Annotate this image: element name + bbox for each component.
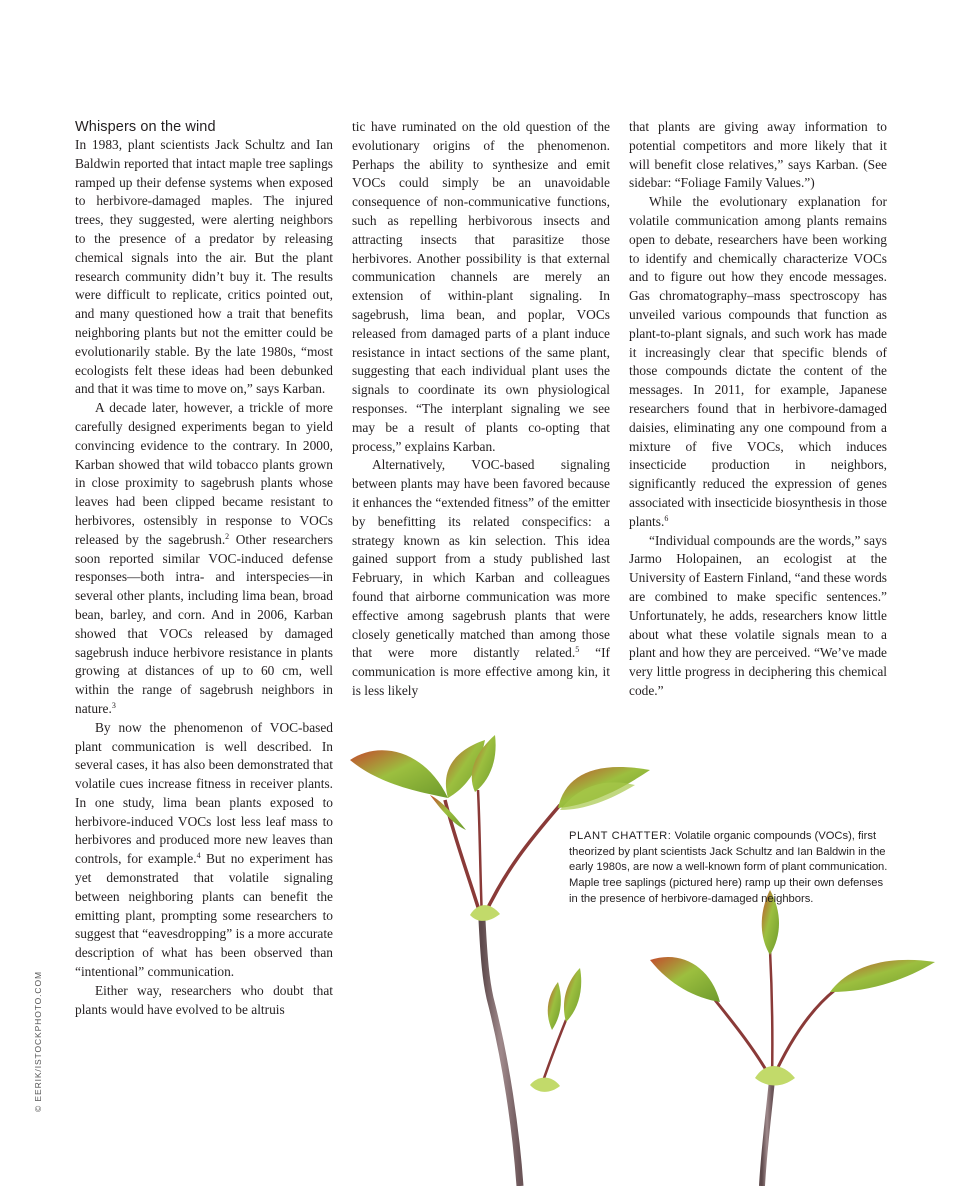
section-heading: Whispers on the wind [75, 119, 216, 135]
paragraph: While the evolutionary explanation for volatile communication among plants remains open to debate, researchers have been working to identify and chemically characterize VOCs and to figure out how they encode messages. Gas chromatography–mass spectroscopy has unveiled various compounds that function as plant-to-plant signals, and such work has made it increasingly clear that specific blends of those compounds dictate the content of the messages. In 2011, for example, Japanese researchers found that in herbivore-damaged daisies, eliminating any one compound from a mixture of five VOCs, which induces insecticide production in neighbors, significantly reduced the expression of genes associated with insecticide biosynthesis in those plants.$^6$ [629, 194, 887, 529]
article-column-2 [352, 118, 610, 701]
paragraph: tic have ruminated on the old question of the evolutionary origins of the phenomenon. Perhaps the ability to synthesize and emit VOCs could simply be an unavoidable consequence of non-communicative functions, such as repelling herbivorous insects and attracting insects that parasitize those herbivores. Another possibility is that external communication channels are merely an extension of within-plant signaling. In sagebrush, lima bean, and poplar, VOCs released from damaged parts of a plant induce resistance in intact sections of the same plant, suggesting that each individual plant uses the signals to coordinate its own physiological responses. “The interplant signaling we see may be a result of plants co-opting that process,” explains Karban. [352, 119, 610, 454]
reference-number: 4 [196, 851, 201, 861]
reference-number: 5 [575, 645, 580, 655]
left-sapling [350, 735, 650, 1186]
paragraph: Either way, researchers who doubt that plants would have evolved to be altruis [75, 982, 333, 1017]
reference-number: 2 [225, 531, 230, 541]
reference-number: 6 [664, 513, 669, 523]
maple-sapling-photo [330, 730, 960, 1186]
right-sapling [650, 890, 935, 1186]
paragraph: “Individual compounds are the words,” says Jarmo Holopainen, an ecologist at the University of Eastern Finland, “and these words are combined to make specific sentences.” Unfortunately, he adds, researchers know little about what these volatile signals mean to a plant and how they are perceived. “We’ve made very little progress in deciphering this chemical code.” [629, 532, 887, 698]
paragraph: A decade later, however, a trickle of more carefully designed experiments began to yield convincing evidence to the contrary. In 2000, Karban showed that wild tobacco plants grown in close proximity to sagebrush plants whose leaves had been clipped became resistant to herbivores, ostensibly in response to VOCs released by the sagebrush.$^2$ Other researchers soon reported similar VOC-induced defense responses—both intra- and interspecies—in several other plants, including lima bean, broad bean, barley, and corn. And in 2006, Karban showed that VOCs released by damaged sagebrush induce herbivore resistance in plants growing at distances of up to 60 cm, well within the range of sagebrush neighbors in nature.$^3$ [75, 400, 333, 716]
photo-credit: © EERIK/ISTOCKPHOTO.COM [33, 971, 43, 1112]
paragraph: By now the phenomenon of VOC-based plant communication is well described. In several cases, it has also been demonstrated that volatile cues increase fitness in receiver plants. In one study, lima bean plants exposed to herbivore-induced VOCs lost less leaf mass to herbivores and produced more new leaves than controls, for example.$^4$ But no experiment has yet demonstrated that volatile signaling between neighboring plants can benefit the emitting plant, prompting some researchers to suggest that “eavesdropping” is a more accurate description of what has been observed than “intentional” communication. [75, 719, 333, 980]
caption-label: PLANT CHATTER: [569, 830, 672, 842]
article-column-3 [629, 118, 887, 701]
caption-text: Volatile organic compounds (VOCs), first theorized by plant scientists Jack Schultz and Ian Baldwin in the early 1980s, are now a well-known form of plant communication. Maple tree saplings (pictured here) ramp up their own defenses in the presence of herbivore-damaged neighbors. [569, 830, 888, 905]
paragraph: In 1983, plant scientists Jack Schultz and Ian Baldwin reported that intact maple tree saplings ramped up their defense systems when exposed to herbivore-damaged maples. The injured trees, they suggested, were alerting neighbors to the presence of a predator by releasing chemical signals into the air. But the plant research community didn’t buy it. The results were difficult to replicate, critics pointed out, and many questioned how a trait that benefits neighboring plants but not the emitter could be evolutionarily stable. By the late 1980s, “most ecologists felt these ideas had been debunked and that it was time to move on,” says Karban. [75, 137, 333, 397]
paragraph: that plants are giving away information to potential competitors and more likely that it will benefit close relatives,” says Karban. (See sidebar: “Foliage Family Values.”) [629, 119, 887, 191]
article-column-1 [75, 118, 333, 1019]
paragraph: Alternatively, VOC-based signaling between plants may have been favored because it enhances the “extended fitness” of the emitter by benefitting its related conspecifics: a strategy known as kin selection. This idea gained support from a study published last February, in which Karban and colleagues found that airborne communication was more effective among sagebrush plants that were closely genetically matched than among those that were more distantly related.$^5$ “If communication is more effective among kin, it is less likely [352, 457, 610, 698]
reference-number: 3 [111, 700, 116, 710]
photo-caption [569, 829, 889, 908]
